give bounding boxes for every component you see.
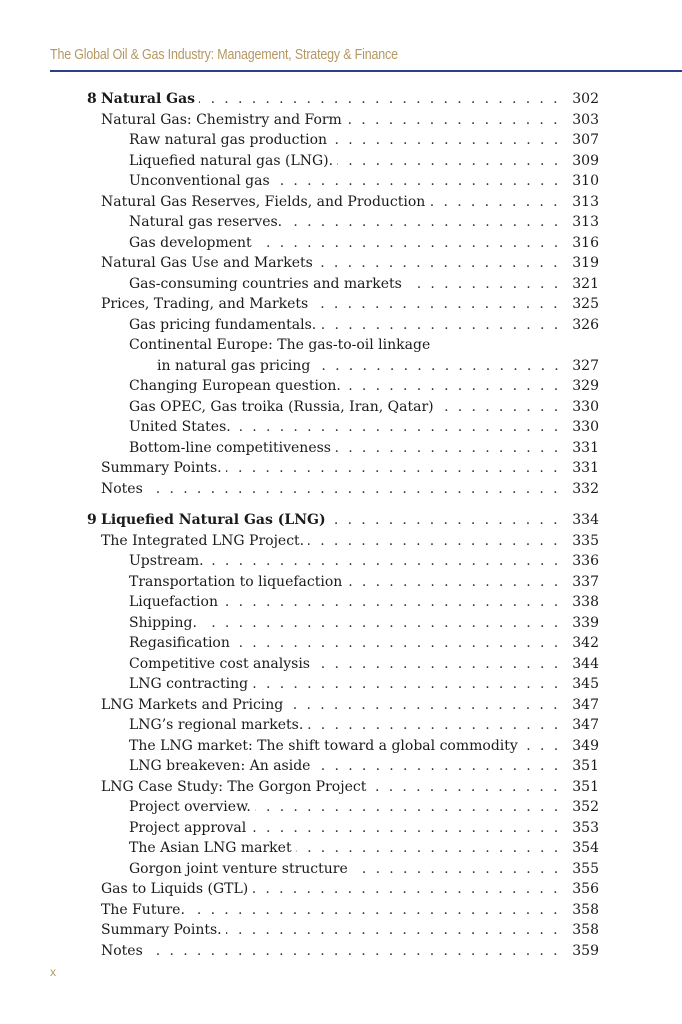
toc-entry[interactable] [87, 274, 599, 295]
toc-entry-title: The Integrated LNG Project. [101, 531, 308, 552]
toc-entry[interactable] [87, 438, 599, 459]
toc-entry-title: Liquefied natural gas (LNG). [129, 151, 337, 172]
toc-entry-title: Notes [101, 479, 147, 500]
toc-entry[interactable] [87, 695, 599, 716]
toc-entry-title: Natural Gas: Chemistry and Form [101, 110, 346, 131]
toc-entry-title: Continental Europe: The gas-to-oil linkage [129, 335, 430, 356]
chapter-number: 9 [87, 512, 97, 528]
toc-page-number: 326 [569, 315, 599, 336]
toc-page-number: 338 [569, 592, 599, 613]
toc-entry-title: Liquefied Natural Gas (LNG) [101, 510, 330, 531]
toc-page-number: 347 [569, 715, 599, 736]
toc-entry[interactable] [87, 531, 599, 552]
toc-entry-title: Natural Gas [101, 89, 199, 110]
toc-entry-title: Changing European question. [129, 376, 345, 397]
toc-entry[interactable] [87, 920, 599, 941]
toc-entry-title: Competitive cost analysis [129, 654, 314, 675]
toc-entry-title: Shipping. [129, 613, 201, 634]
toc-page-number: 313 [569, 212, 599, 233]
toc-chapter-entry[interactable] [87, 89, 599, 110]
toc-page-number: 330 [569, 417, 599, 438]
toc-page-number: 303 [569, 110, 599, 131]
toc-entry[interactable] [87, 572, 599, 593]
toc-page-number: 337 [569, 572, 599, 593]
toc-entry[interactable] [87, 130, 599, 151]
toc-entry-title: Gas development [129, 233, 256, 254]
toc-entry-title: LNG contracting [129, 674, 252, 695]
toc-entry[interactable] [87, 294, 599, 315]
toc-entry[interactable] [87, 212, 599, 233]
toc-entry-title: in natural gas pricing [157, 356, 314, 377]
toc-entry-title: Prices, Trading, and Markets [101, 294, 312, 315]
toc-entry[interactable] [87, 818, 599, 839]
toc-page-number: 351 [569, 777, 599, 798]
toc-page-number: 336 [569, 551, 599, 572]
toc-page-number: 347 [569, 695, 599, 716]
toc-page-number: 310 [569, 171, 599, 192]
page-folio: x [50, 965, 56, 979]
toc-entry[interactable] [87, 859, 599, 880]
toc-entry-title: The Future. [101, 900, 189, 921]
toc-entry-title: Upstream. [129, 551, 208, 572]
toc-entry[interactable] [87, 736, 599, 757]
toc-entry-title: Summary Points. [101, 458, 226, 479]
toc-entry-title: Regasification [129, 633, 234, 654]
toc-entry[interactable] [87, 879, 599, 900]
toc-entry[interactable] [87, 592, 599, 613]
toc-entry-title: Natural gas reserves. [129, 212, 286, 233]
toc-entry-title: Natural Gas Use and Markets [101, 253, 317, 274]
toc-page-number: 358 [569, 900, 599, 921]
toc-page-number: 316 [569, 233, 599, 254]
toc-entry-title: Transportation to liquefaction [129, 572, 346, 593]
toc-page-number: 332 [569, 479, 599, 500]
toc-page-number: 356 [569, 879, 599, 900]
toc-entry[interactable] [87, 838, 599, 859]
toc-entry-title: Project approval [129, 818, 250, 839]
toc-entry-title: Project overview. [129, 797, 255, 818]
toc-entry[interactable] [87, 110, 599, 131]
toc-entry[interactable] [87, 356, 599, 377]
toc-page-number: 321 [569, 274, 599, 295]
toc-entry-title: Gorgon joint venture structure [129, 859, 352, 880]
toc-page-number: 329 [569, 376, 599, 397]
toc-entry-title: Natural Gas Reserves, Fields, and Production [101, 192, 429, 213]
toc-page-number: 325 [569, 294, 599, 315]
chapter-number: 8 [87, 91, 97, 107]
toc-page-number: 351 [569, 756, 599, 777]
toc-page-number: 307 [569, 130, 599, 151]
toc-entry[interactable] [87, 674, 599, 695]
toc-entry[interactable] [87, 171, 599, 192]
toc-entry[interactable] [87, 941, 599, 962]
toc-entry-title: Summary Points. [101, 920, 226, 941]
toc-page-number: 327 [569, 356, 599, 377]
toc-entry[interactable] [87, 654, 599, 675]
toc-page-number: 335 [569, 531, 599, 552]
toc-page-number: 302 [569, 89, 599, 110]
toc-entry-title: Gas OPEC, Gas troika (Russia, Iran, Qatar) [129, 397, 438, 418]
toc-entry-title: Liquefaction [129, 592, 222, 613]
toc-page-number: 319 [569, 253, 599, 274]
toc-page-number: 334 [569, 510, 599, 531]
toc-page-number: 358 [569, 920, 599, 941]
toc-entry[interactable] [87, 192, 599, 213]
toc-entry-title: LNG Case Study: The Gorgon Project [101, 777, 370, 798]
toc-page-number: 342 [569, 633, 599, 654]
toc-page-number: 349 [569, 736, 599, 757]
toc-chapter-entry[interactable] [87, 510, 599, 531]
dot-leader [101, 941, 567, 962]
toc-page-number: 355 [569, 859, 599, 880]
toc-page-number: 313 [569, 192, 599, 213]
toc-entry[interactable] [87, 479, 599, 500]
toc-entry-title: Raw natural gas production [129, 130, 331, 151]
toc-entry[interactable] [87, 633, 599, 654]
toc-entry-title: Unconventional gas [129, 171, 274, 192]
toc-page-number: 359 [569, 941, 599, 962]
toc-entry[interactable] [87, 458, 599, 479]
toc-entry-title: LNG’s regional markets. [129, 715, 307, 736]
toc-entry[interactable] [87, 376, 599, 397]
toc-page-number: 331 [569, 458, 599, 479]
table-of-contents [87, 89, 599, 961]
toc-entry[interactable] [87, 233, 599, 254]
toc-entry[interactable] [87, 551, 599, 572]
toc-entry[interactable] [87, 315, 599, 336]
toc-page-number: 330 [569, 397, 599, 418]
toc-entry[interactable] [87, 397, 599, 418]
toc-entry[interactable] [87, 335, 599, 356]
toc-entry[interactable] [87, 900, 599, 921]
toc-entry[interactable] [87, 253, 599, 274]
toc-page-number: 345 [569, 674, 599, 695]
toc-entry-title: The LNG market: The shift toward a global commodity [129, 736, 522, 757]
toc-page-number: 352 [569, 797, 599, 818]
dot-leader [101, 479, 567, 500]
toc-entry-title: LNG Markets and Pricing [101, 695, 287, 716]
toc-entry[interactable] [87, 756, 599, 777]
toc-page-number: 331 [569, 438, 599, 459]
toc-entry-title: Gas-consuming countries and markets [129, 274, 406, 295]
toc-entry-title: The Asian LNG market [129, 838, 296, 859]
toc-entry[interactable] [87, 777, 599, 798]
toc-entry-title: Bottom-line competitiveness [129, 438, 335, 459]
toc-entry-title: Gas to Liquids (GTL) [101, 879, 252, 900]
toc-page-number: 353 [569, 818, 599, 839]
toc-page-number: 354 [569, 838, 599, 859]
toc-entry-title: LNG breakeven: An aside [129, 756, 314, 777]
toc-entry[interactable] [87, 613, 599, 634]
toc-entry[interactable] [87, 151, 599, 172]
toc-entry-title: United States. [129, 417, 235, 438]
toc-page-number: 344 [569, 654, 599, 675]
toc-entry[interactable] [87, 417, 599, 438]
toc-page-number: 309 [569, 151, 599, 172]
header-rule [50, 70, 682, 72]
running-head: The Global Oil & Gas Industry: Management, Strategy & Finance [50, 47, 398, 63]
toc-entry[interactable] [87, 797, 599, 818]
toc-page-number: 339 [569, 613, 599, 634]
toc-entry-title: Gas pricing fundamentals. [129, 315, 320, 336]
toc-entry-title: Notes [101, 941, 147, 962]
toc-entry[interactable] [87, 715, 599, 736]
